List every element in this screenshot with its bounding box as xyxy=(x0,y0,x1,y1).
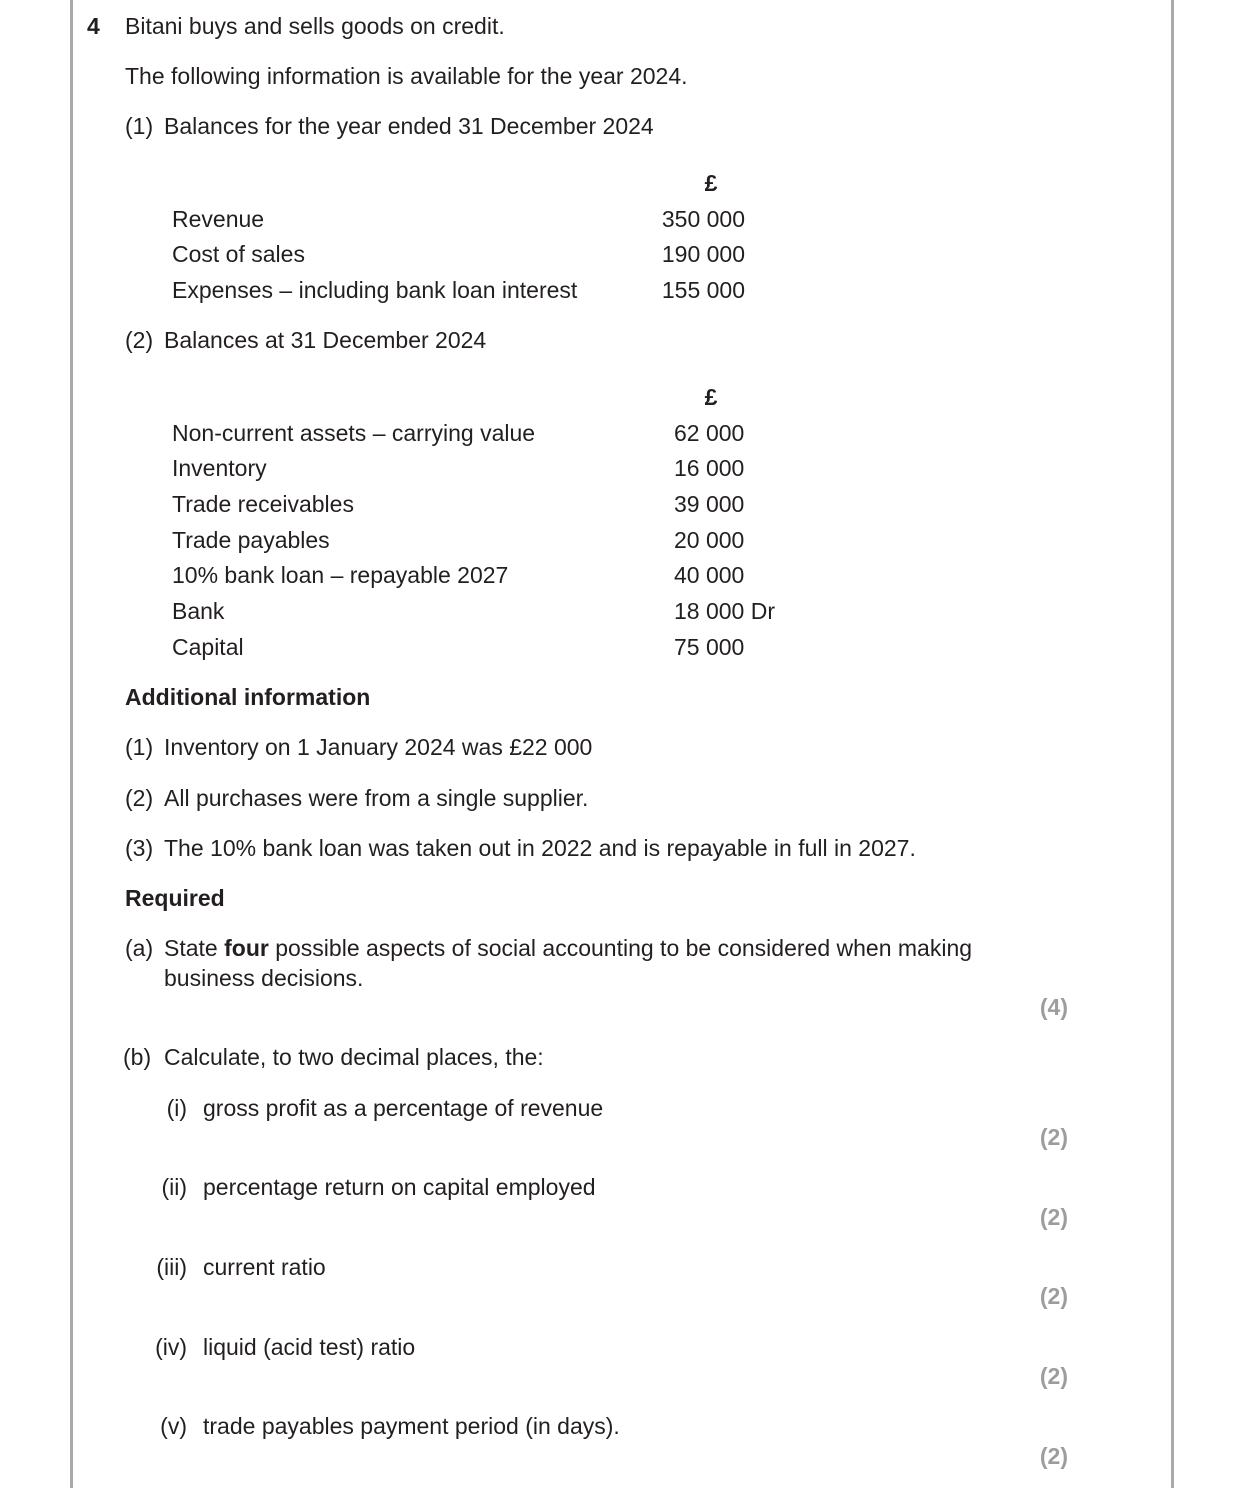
balance-item: Expenses – including bank loan interest xyxy=(172,277,578,303)
balance-amount: 40 000 xyxy=(674,562,745,588)
intro-text: Bitani buys and sells goods on credit. xyxy=(125,13,505,39)
balance-amount: 75 000 xyxy=(674,634,745,660)
part-a-text-end: possible aspects of social accounting to be considered when making xyxy=(268,935,973,961)
section2-label: (2) xyxy=(125,327,154,353)
part-b-text: Calculate, to two decimal places, the: xyxy=(164,1044,544,1070)
section2-title: Balances at 31 December 2024 xyxy=(164,327,487,353)
subpart-label: (iv) xyxy=(155,1334,187,1360)
section1-title: Balances for the year ended 31 December 2024 xyxy=(164,113,654,139)
part-b-label: (b) xyxy=(123,1044,152,1070)
currency-header: £ xyxy=(704,384,718,410)
additional-label: (1) xyxy=(125,734,154,760)
balance-amount: 18 000 Dr xyxy=(674,598,776,624)
balance-amount: 62 000 xyxy=(674,420,745,446)
additional-heading: Additional information xyxy=(125,684,371,710)
additional-label: (2) xyxy=(125,785,154,811)
part-a-emphasis: four xyxy=(224,935,269,961)
balance-item: Bank xyxy=(172,598,225,624)
part-a-text xyxy=(164,934,972,962)
additional-text: Inventory on 1 January 2024 was £22 000 xyxy=(164,734,593,760)
additional-text: All purchases were from a single supplier. xyxy=(164,785,589,811)
info-line: The following information is available for the year 2024. xyxy=(125,63,688,89)
balance-amount: 39 000 xyxy=(674,491,745,517)
part-a-text-start: State xyxy=(164,935,225,961)
part-a-label: (a) xyxy=(125,935,154,961)
subpart-label: (i) xyxy=(166,1095,187,1121)
additional-text: The 10% bank loan was taken out in 2022 and is repayable in full in 2027. xyxy=(164,835,916,861)
balance-amount: 20 000 xyxy=(674,527,745,553)
marks-allocation: (2) xyxy=(1039,1204,1068,1230)
required-heading: Required xyxy=(125,885,225,911)
balance-item: Inventory xyxy=(172,455,267,481)
marks-allocation: (4) xyxy=(1039,994,1068,1020)
currency-header: £ xyxy=(704,170,718,196)
subpart-text: trade payables payment period (in days). xyxy=(203,1413,620,1439)
marks-allocation: (2) xyxy=(1039,1124,1068,1150)
balance-item: Trade payables xyxy=(172,527,330,553)
balance-item: Revenue xyxy=(172,206,265,232)
question-number: 4 xyxy=(87,13,100,39)
subpart-label: (v) xyxy=(160,1413,187,1439)
section1-label: (1) xyxy=(125,113,154,139)
balance-item: 10% bank loan – repayable 2027 xyxy=(172,562,509,588)
additional-label: (3) xyxy=(125,835,154,861)
subpart-text: current ratio xyxy=(203,1254,326,1280)
right-margin-rule xyxy=(1171,0,1174,1488)
balance-amount: 190 000 xyxy=(661,241,745,267)
balance-amount: 350 000 xyxy=(661,206,745,232)
subpart-text: percentage return on capital employed xyxy=(203,1174,596,1200)
balance-item: Trade receivables xyxy=(172,491,354,517)
left-margin-rule xyxy=(70,0,73,1488)
balance-item: Non-current assets – carrying value xyxy=(172,420,536,446)
marks-allocation: (2) xyxy=(1039,1443,1068,1469)
balance-item: Capital xyxy=(172,634,244,660)
marks-allocation: (2) xyxy=(1039,1283,1068,1309)
balance-amount: 155 000 xyxy=(661,277,745,303)
subpart-text: gross profit as a percentage of revenue xyxy=(203,1095,604,1121)
balance-amount: 16 000 xyxy=(674,455,745,481)
part-a-text-line2: business decisions. xyxy=(164,965,364,991)
subpart-text: liquid (acid test) ratio xyxy=(203,1334,416,1360)
marks-allocation: (2) xyxy=(1039,1363,1068,1389)
subpart-label: (iii) xyxy=(156,1254,187,1280)
balance-item: Cost of sales xyxy=(172,241,305,267)
subpart-label: (ii) xyxy=(161,1174,187,1200)
